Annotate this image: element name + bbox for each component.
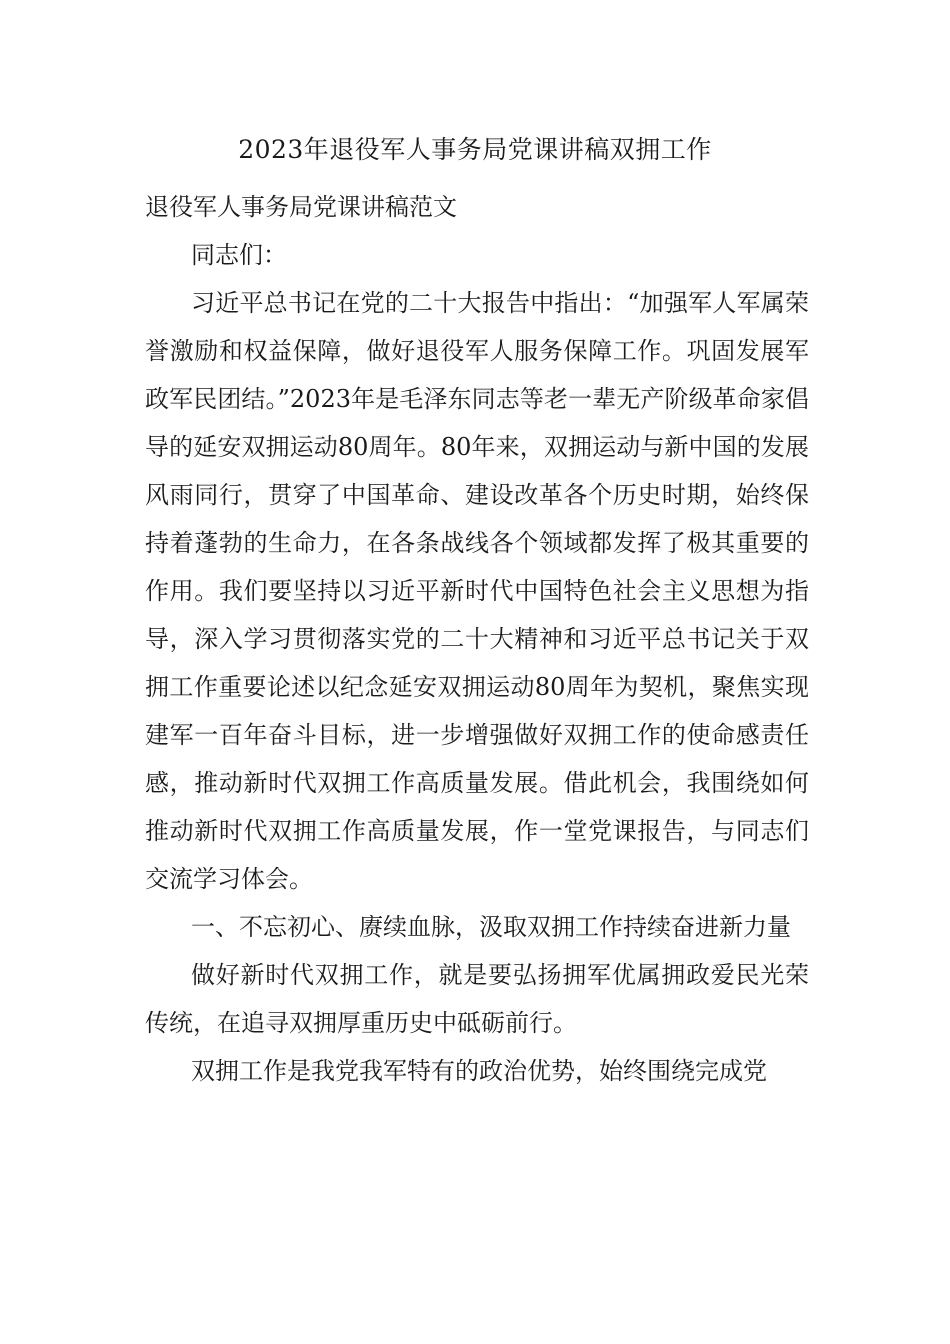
salutation-paragraph: 同志们： xyxy=(191,241,287,269)
body-paragraph: 双拥工作是我党我军特有的政治优势，始终围绕完成党 xyxy=(191,1057,767,1085)
document-subtitle: 退役军人事务局党课讲稿范文 xyxy=(145,193,457,221)
document-body xyxy=(145,183,809,1095)
document-title: 2023年退役军人事务局党课讲稿双拥工作 xyxy=(238,135,712,164)
intro-paragraph: 习近平总书记在党的二十大报告中指出：“加强军人军属荣誉激励和权益保障，做好退役军人服务保障工作。巩固发展军政军民团结。”2023年是毛泽东同志等老一辈无产阶级革命家倡导的延安双拥运动80周年。80年来，双拥运动与新中国的发展风雨同行，贯穿了中国革命、建设改革各个历史时期，始终保持着蓬勃的生命力，在各条战线各个领域都发挥了极其重要的作用。我们要坚持以习近平新时代中国特色社会主义思想为指导，深入学习贯彻落实党的二十大精神和习近平总书记关于双拥工作重要论述以纪念延安双拥运动80周年为契机，聚焦实现建军一百年奋斗目标，进一步增强做好双拥工作的使命感责任感，推动新时代双拥工作高质量发展。借此机会，我围绕如何推动新时代双拥工作高质量发展，作一堂党课报告，与同志们交流学习体会。 xyxy=(145,289,809,893)
section-heading: 一、不忘初心、赓续血脉，汲取双拥工作持续奋进新力量 xyxy=(191,913,791,941)
body-paragraph: 做好新时代双拥工作，就是要弘扬拥军优属拥政爱民光荣传统，在追寻双拥厚重历史中砥砺前行。 xyxy=(145,961,809,1037)
